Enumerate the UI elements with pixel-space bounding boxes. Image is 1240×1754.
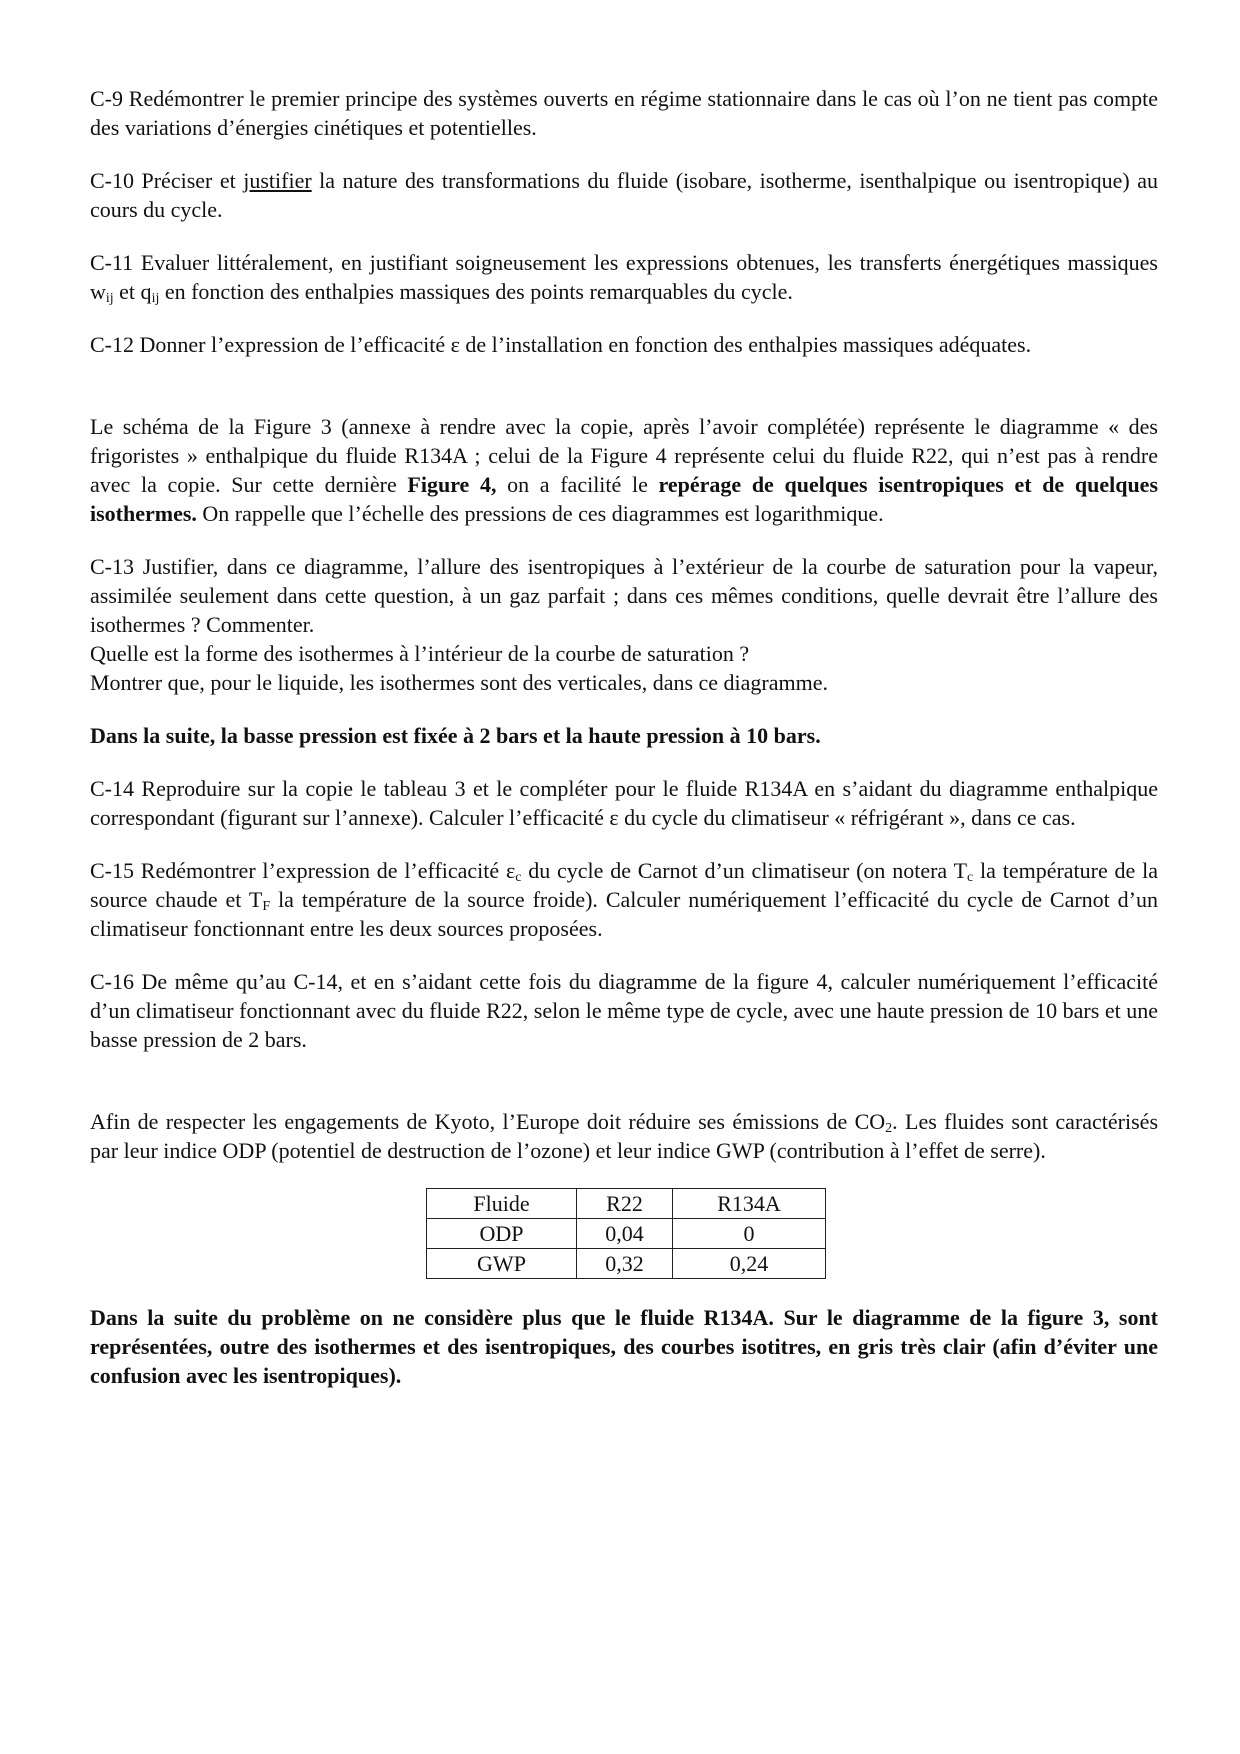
table-header-cell: R134A: [673, 1189, 826, 1219]
question-c13-line2: Quelle est la forme des isothermes à l’intérieur de la courbe de saturation ?: [90, 641, 750, 666]
question-c10-underlined: justifier: [243, 168, 312, 193]
kyoto-text-b: . Les fluides sont caractérisés par leur indice ODP (potentiel de destruction de l’ozone) et leur indice GWP (contribution à l’effet de serre).: [90, 1109, 1159, 1163]
question-c11-text-c: en fonction des enthalpies massiques des points remarquables du cycle.: [159, 279, 793, 304]
subscript-ij-w: ij: [105, 291, 114, 306]
table-cell: GWP: [427, 1249, 577, 1279]
question-c12: C-12 Donner l’expression de l’efficacité ε de l’installation en fonction des enthalpies massiques adéquates.: [90, 332, 1032, 357]
table-header-row: [427, 1189, 826, 1219]
question-c10: [90, 166, 1158, 224]
table-header-cell: Fluide: [427, 1189, 577, 1219]
subscript-f-temperature: F: [262, 899, 271, 914]
question-c15-text-d: la température de la source froide). Calculer numériquement l’efficacité du cycle de Carnot d’un climatiseur fonctionnant entre les deux sources proposées.: [90, 887, 1158, 941]
subscript-c-temperature: c: [967, 870, 974, 885]
subscript-2-co2: 2: [885, 1121, 893, 1136]
question-c13-line3: Montrer que, pour le liquide, les isothermes sont des verticales, dans ce diagramme.: [90, 670, 829, 695]
table-row: [427, 1219, 826, 1249]
question-c10-text-a: C-10 Préciser et: [90, 168, 244, 193]
figure3-paragraph: [90, 412, 1158, 528]
pressure-note: Dans la suite, la basse pression est fixée à 2 bars et la haute pression à 10 bars.: [90, 723, 821, 748]
question-c11: [90, 248, 1158, 306]
question-c15-text-a: C-15 Redémontrer l’expression de l’efficacité ε: [90, 858, 516, 883]
question-c9: C-9 Redémontrer le premier principe des systèmes ouverts en régime stationnaire dans le cas où l’on ne tient pas compte des variations d’énergies cinétiques et potentielles.: [90, 86, 1158, 140]
table-cell: 0,24: [673, 1249, 826, 1279]
figure3-text-b: on a facilité le: [496, 472, 659, 497]
question-c13-line1: C-13 Justifier, dans ce diagramme, l’allure des isentropiques à l’extérieur de la courbe de saturation pour la vapeur, assimilée seulement dans cette question, à un gaz parfait ; dans ces mêmes conditions, quelle devrait être l’allure des isothermes ? Commenter.: [90, 554, 1158, 637]
document-page: [90, 84, 1158, 1390]
final-note: Dans la suite du problème on ne considère plus que le fluide R134A. Sur le diagramme de la figure 3, sont représentées, outre des isothermes et des isentropiques, des courbes isotitres, en gris très clair (afin d’éviter une confusion avec les isentropiques).: [90, 1305, 1158, 1388]
question-c15-text-c: la température de la source chaude et T: [90, 858, 1158, 912]
fluid-table: [426, 1188, 826, 1279]
table-cell: 0: [673, 1219, 826, 1249]
question-c13: [90, 552, 1158, 697]
table-cell: 0,04: [577, 1219, 673, 1249]
table-cell: 0,32: [577, 1249, 673, 1279]
question-c10-text-b: la nature des transformations du fluide (isobare, isotherme, isenthalpique ou isentropique) au cours du cycle.: [90, 168, 1158, 222]
subscript-ij-q: ij: [151, 291, 160, 306]
figure3-text-c: On rappelle que l’échelle des pressions de ces diagrammes est logarithmique.: [196, 501, 884, 526]
figure3-text-a: Le schéma de la Figure 3 (annexe à rendre avec la copie, après l’avoir complétée) représente le diagramme « des frigoristes » enthalpique du fluide R134A ; celui de la Figure 4 représente celui du fluide R22, qui n’est pas à rendre avec la copie. Sur cette dernière: [90, 414, 1158, 497]
question-c15-text-b: du cycle de Carnot d’un climatiseur (on notera T: [521, 858, 968, 883]
question-c14: C-14 Reproduire sur la copie le tableau 3 et le compléter pour le fluide R134A en s’aidant du diagramme enthalpique correspondant (figurant sur l’annexe). Calculer l’efficacité ε du cycle du climatiseur « réfrigérant », dans ce cas.: [90, 776, 1158, 830]
fluid-table-wrapper: [90, 1188, 1158, 1279]
question-c16: C-16 De même qu’au C-14, et en s’aidant cette fois du diagramme de la figure 4, calculer numériquement l’efficacité d’un climatiseur fonctionnant avec du fluide R22, selon le même type de cycle, avec une haute pression de 10 bars et une basse pression de 2 bars.: [90, 969, 1158, 1052]
kyoto-text-a: Afin de respecter les engagements de Kyoto, l’Europe doit réduire ses émissions de CO: [90, 1109, 886, 1134]
question-c11-text-a: C-11 Evaluer littéralement, en justifiant soigneusement les expressions obtenues, les transferts énergétiques massiques w: [90, 250, 1158, 304]
table-cell: ODP: [427, 1219, 577, 1249]
question-c15: [90, 856, 1158, 943]
question-c11-text-b: et q: [113, 279, 152, 304]
table-row: [427, 1249, 826, 1279]
table-header-cell: R22: [577, 1189, 673, 1219]
subscript-c-epsilon: c: [515, 870, 522, 885]
figure4-bold: Figure 4,: [407, 472, 497, 497]
reperage-bold: repérage de quelques isentropiques et de quelques isothermes.: [90, 472, 1159, 526]
kyoto-paragraph: [90, 1107, 1158, 1165]
